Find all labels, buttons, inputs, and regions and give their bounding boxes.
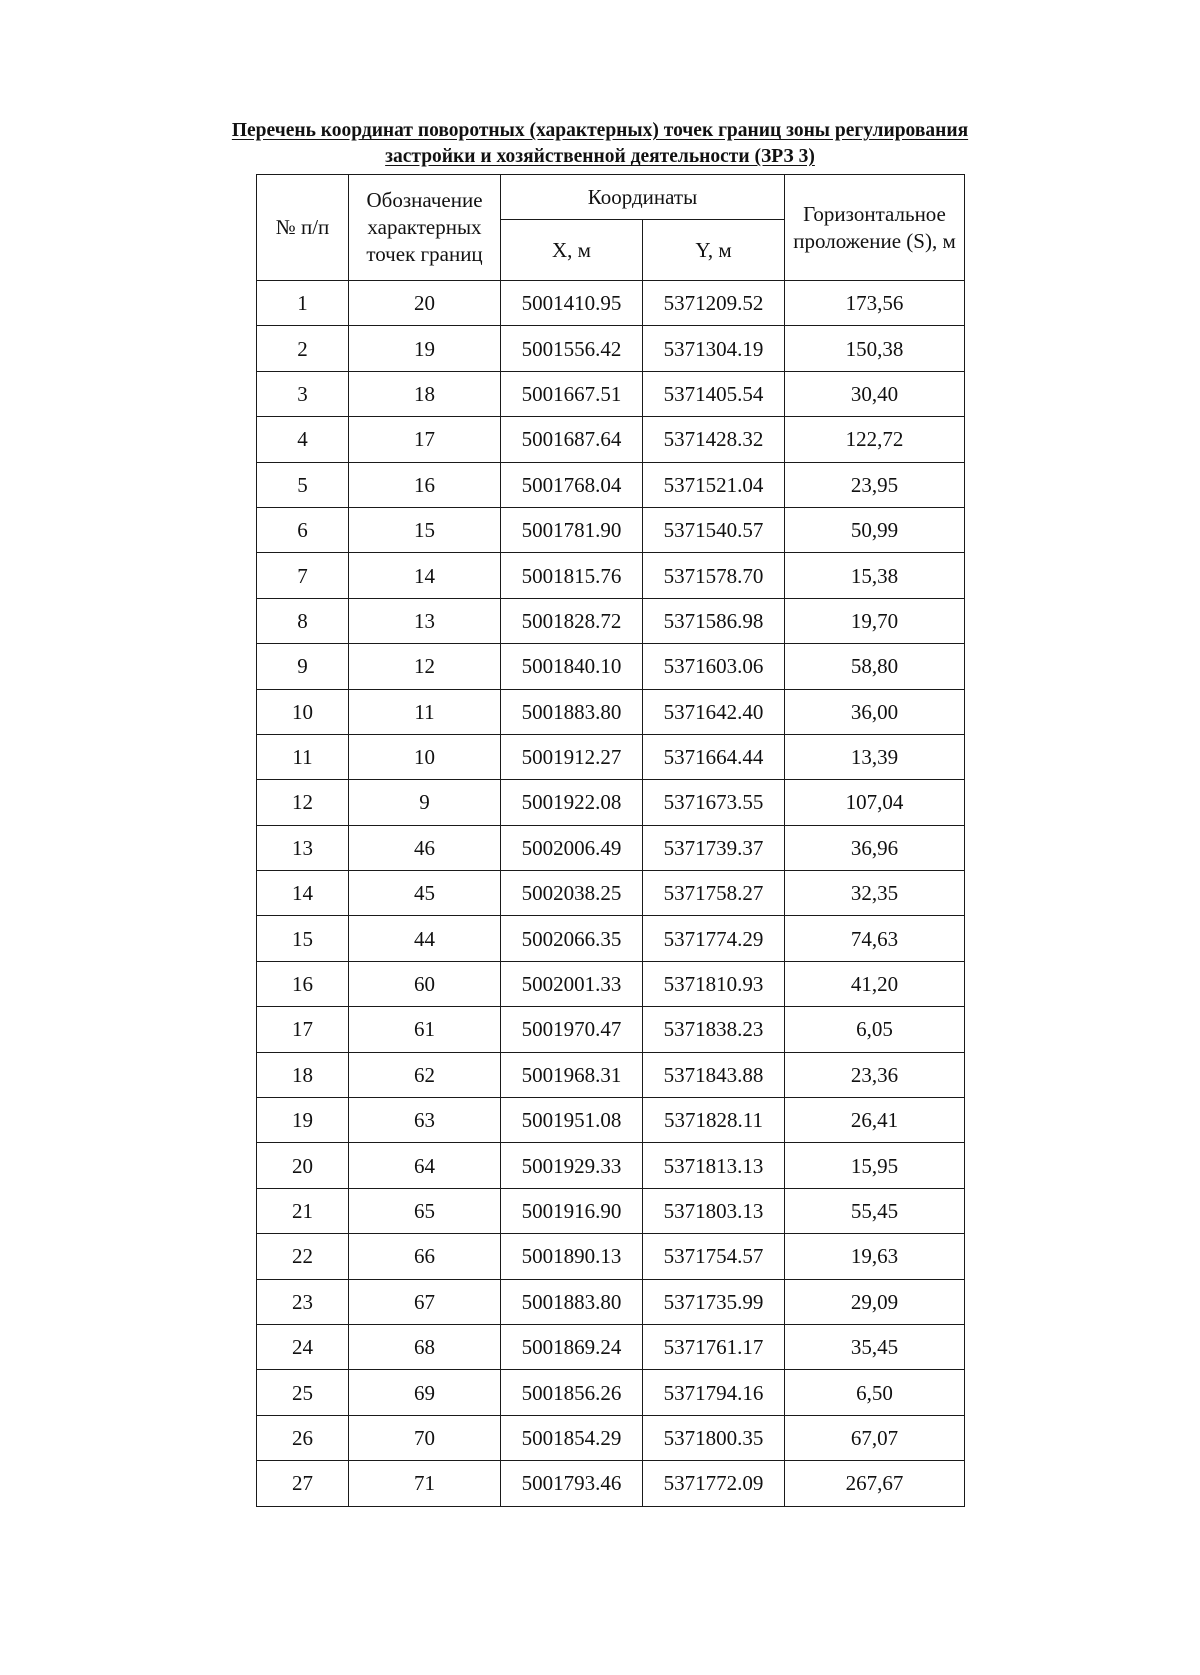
cell-num: 4 [257, 417, 349, 462]
table-row [257, 1415, 965, 1460]
cell-distance: 74,63 [785, 916, 965, 961]
cell-y: 5371758.27 [643, 871, 785, 916]
cell-distance: 23,36 [785, 1052, 965, 1097]
table-row [257, 1052, 965, 1097]
cell-num: 2 [257, 326, 349, 371]
table-row [257, 780, 965, 825]
cell-point: 9 [349, 780, 501, 825]
cell-y: 5371521.04 [643, 462, 785, 507]
cell-point: 69 [349, 1370, 501, 1415]
cell-num: 26 [257, 1415, 349, 1460]
cell-point: 62 [349, 1052, 501, 1097]
cell-point: 12 [349, 644, 501, 689]
cell-distance: 107,04 [785, 780, 965, 825]
cell-x: 5001410.95 [501, 281, 643, 326]
cell-distance: 6,50 [785, 1370, 965, 1415]
cell-point: 18 [349, 371, 501, 416]
table-row [257, 916, 965, 961]
table-row [257, 1143, 965, 1188]
cell-y: 5371810.93 [643, 961, 785, 1006]
cell-num: 25 [257, 1370, 349, 1415]
cell-distance: 267,67 [785, 1461, 965, 1506]
cell-point: 63 [349, 1098, 501, 1143]
cell-point: 14 [349, 553, 501, 598]
cell-x: 5001890.13 [501, 1234, 643, 1279]
cell-y: 5371673.55 [643, 780, 785, 825]
table-row [257, 1324, 965, 1369]
cell-distance: 122,72 [785, 417, 965, 462]
table-row [257, 1007, 965, 1052]
cell-y: 5371813.13 [643, 1143, 785, 1188]
cell-y: 5371603.06 [643, 644, 785, 689]
title-line-2: застройки и хозяйственной деятельности (ЗРЗ 3) [385, 146, 815, 167]
cell-point: 68 [349, 1324, 501, 1369]
cell-x: 5001828.72 [501, 598, 643, 643]
cell-x: 5001869.24 [501, 1324, 643, 1369]
table-row [257, 553, 965, 598]
cell-x: 5001793.46 [501, 1461, 643, 1506]
table-header [257, 175, 965, 281]
cell-num: 14 [257, 871, 349, 916]
cell-x: 5001922.08 [501, 780, 643, 825]
cell-distance: 29,09 [785, 1279, 965, 1324]
cell-distance: 30,40 [785, 371, 965, 416]
cell-point: 15 [349, 507, 501, 552]
table-row [257, 1279, 965, 1324]
cell-num: 10 [257, 689, 349, 734]
cell-x: 5001815.76 [501, 553, 643, 598]
cell-y: 5371209.52 [643, 281, 785, 326]
cell-y: 5371642.40 [643, 689, 785, 734]
cell-num: 27 [257, 1461, 349, 1506]
cell-num: 24 [257, 1324, 349, 1369]
cell-y: 5371794.16 [643, 1370, 785, 1415]
cell-y: 5371664.44 [643, 734, 785, 779]
header-distance: Горизонтальное проложение (S), м [785, 175, 965, 281]
cell-y: 5371772.09 [643, 1461, 785, 1506]
table-row [257, 734, 965, 779]
cell-x: 5001556.42 [501, 326, 643, 371]
header-point: Обозначение характерных точек границ [349, 175, 501, 281]
cell-y: 5371586.98 [643, 598, 785, 643]
cell-y: 5371838.23 [643, 1007, 785, 1052]
table-row [257, 1370, 965, 1415]
cell-y: 5371754.57 [643, 1234, 785, 1279]
cell-distance: 67,07 [785, 1415, 965, 1460]
cell-y: 5371405.54 [643, 371, 785, 416]
cell-y: 5371428.32 [643, 417, 785, 462]
cell-num: 9 [257, 644, 349, 689]
cell-point: 70 [349, 1415, 501, 1460]
cell-num: 1 [257, 281, 349, 326]
cell-num: 17 [257, 1007, 349, 1052]
cell-distance: 32,35 [785, 871, 965, 916]
table-row [257, 1461, 965, 1506]
cell-point: 65 [349, 1188, 501, 1233]
page-title [160, 118, 1040, 170]
cell-distance: 36,96 [785, 825, 965, 870]
cell-distance: 36,00 [785, 689, 965, 734]
table-row [257, 371, 965, 416]
table-row [257, 871, 965, 916]
cell-x: 5002006.49 [501, 825, 643, 870]
cell-distance: 23,95 [785, 462, 965, 507]
cell-distance: 50,99 [785, 507, 965, 552]
cell-num: 22 [257, 1234, 349, 1279]
cell-point: 10 [349, 734, 501, 779]
cell-point: 11 [349, 689, 501, 734]
cell-point: 44 [349, 916, 501, 961]
cell-num: 19 [257, 1098, 349, 1143]
cell-x: 5001667.51 [501, 371, 643, 416]
cell-x: 5001912.27 [501, 734, 643, 779]
header-coords: Координаты [501, 175, 785, 220]
cell-num: 7 [257, 553, 349, 598]
cell-x: 5001768.04 [501, 462, 643, 507]
table-row [257, 417, 965, 462]
table-row [257, 825, 965, 870]
cell-point: 64 [349, 1143, 501, 1188]
header-y: Y, м [643, 220, 785, 281]
cell-distance: 58,80 [785, 644, 965, 689]
cell-x: 5001687.64 [501, 417, 643, 462]
header-x: X, м [501, 220, 643, 281]
cell-y: 5371761.17 [643, 1324, 785, 1369]
title-line-1: Перечень координат поворотных (характерных) точек границ зоны регулирования [231, 120, 969, 141]
table-row [257, 1188, 965, 1233]
cell-point: 17 [349, 417, 501, 462]
table-row [257, 507, 965, 552]
cell-point: 60 [349, 961, 501, 1006]
table-row [257, 462, 965, 507]
coordinates-table [256, 174, 965, 1507]
cell-point: 46 [349, 825, 501, 870]
cell-num: 11 [257, 734, 349, 779]
cell-x: 5001916.90 [501, 1188, 643, 1233]
cell-distance: 19,63 [785, 1234, 965, 1279]
cell-point: 67 [349, 1279, 501, 1324]
cell-y: 5371828.11 [643, 1098, 785, 1143]
cell-x: 5001951.08 [501, 1098, 643, 1143]
cell-num: 15 [257, 916, 349, 961]
cell-distance: 55,45 [785, 1188, 965, 1233]
cell-x: 5001883.80 [501, 1279, 643, 1324]
table-row [257, 644, 965, 689]
cell-point: 61 [349, 1007, 501, 1052]
cell-point: 20 [349, 281, 501, 326]
cell-point: 19 [349, 326, 501, 371]
cell-point: 13 [349, 598, 501, 643]
cell-point: 66 [349, 1234, 501, 1279]
cell-x: 5001929.33 [501, 1143, 643, 1188]
cell-distance: 15,38 [785, 553, 965, 598]
cell-x: 5002038.25 [501, 871, 643, 916]
cell-distance: 26,41 [785, 1098, 965, 1143]
cell-distance: 35,45 [785, 1324, 965, 1369]
cell-x: 5001883.80 [501, 689, 643, 734]
cell-distance: 150,38 [785, 326, 965, 371]
cell-x: 5001854.29 [501, 1415, 643, 1460]
cell-y: 5371803.13 [643, 1188, 785, 1233]
cell-y: 5371735.99 [643, 1279, 785, 1324]
cell-num: 13 [257, 825, 349, 870]
cell-x: 5001970.47 [501, 1007, 643, 1052]
cell-x: 5001968.31 [501, 1052, 643, 1097]
cell-num: 21 [257, 1188, 349, 1233]
cell-distance: 19,70 [785, 598, 965, 643]
cell-num: 16 [257, 961, 349, 1006]
cell-point: 45 [349, 871, 501, 916]
table-body [257, 281, 965, 1507]
cell-num: 12 [257, 780, 349, 825]
table-row [257, 598, 965, 643]
cell-y: 5371540.57 [643, 507, 785, 552]
cell-distance: 41,20 [785, 961, 965, 1006]
header-num: № п/п [257, 175, 349, 281]
table-row [257, 961, 965, 1006]
table-row [257, 689, 965, 734]
cell-distance: 6,05 [785, 1007, 965, 1052]
cell-distance: 15,95 [785, 1143, 965, 1188]
cell-num: 3 [257, 371, 349, 416]
cell-num: 18 [257, 1052, 349, 1097]
cell-x: 5002066.35 [501, 916, 643, 961]
cell-distance: 173,56 [785, 281, 965, 326]
cell-x: 5002001.33 [501, 961, 643, 1006]
cell-y: 5371739.37 [643, 825, 785, 870]
cell-y: 5371800.35 [643, 1415, 785, 1460]
cell-x: 5001781.90 [501, 507, 643, 552]
cell-point: 16 [349, 462, 501, 507]
cell-point: 71 [349, 1461, 501, 1506]
table-row [257, 281, 965, 326]
cell-y: 5371578.70 [643, 553, 785, 598]
table-row [257, 1098, 965, 1143]
cell-num: 6 [257, 507, 349, 552]
table-row [257, 1234, 965, 1279]
cell-num: 8 [257, 598, 349, 643]
cell-x: 5001856.26 [501, 1370, 643, 1415]
cell-num: 23 [257, 1279, 349, 1324]
cell-x: 5001840.10 [501, 644, 643, 689]
cell-num: 20 [257, 1143, 349, 1188]
cell-y: 5371843.88 [643, 1052, 785, 1097]
table-row [257, 326, 965, 371]
cell-y: 5371774.29 [643, 916, 785, 961]
cell-num: 5 [257, 462, 349, 507]
cell-distance: 13,39 [785, 734, 965, 779]
cell-y: 5371304.19 [643, 326, 785, 371]
